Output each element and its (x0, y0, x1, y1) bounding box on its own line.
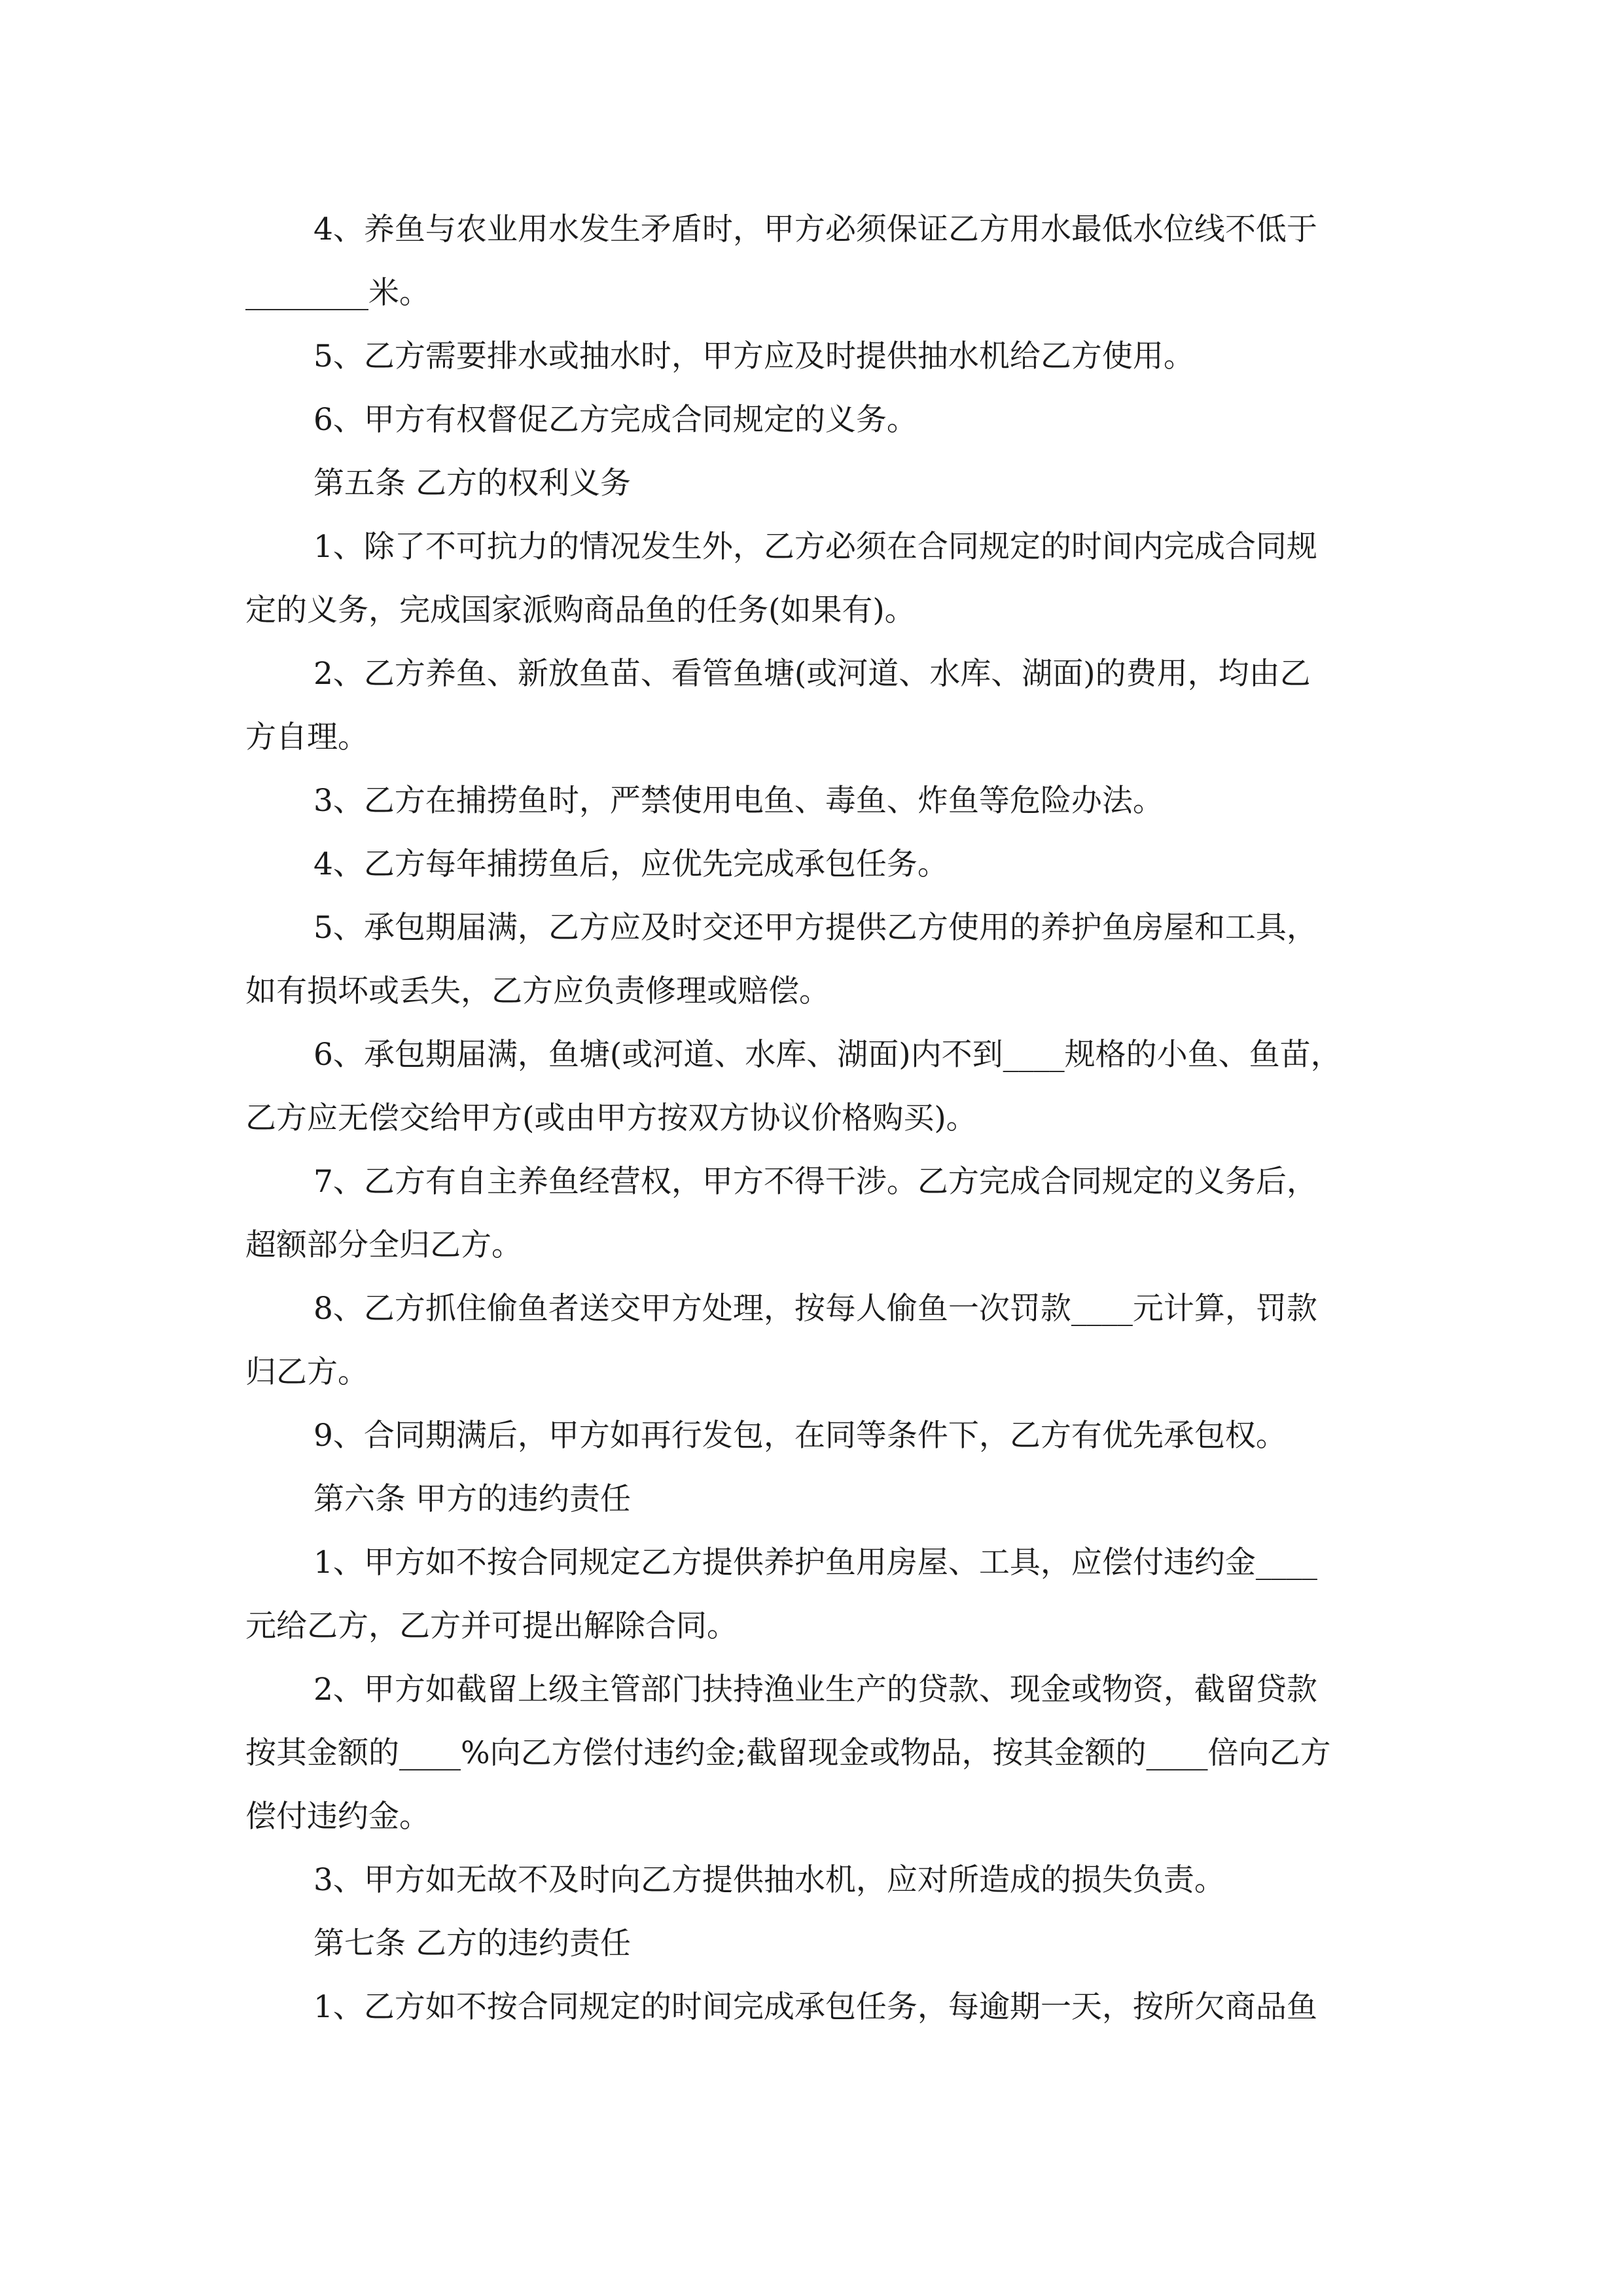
text-line: 6、承包期届满，鱼塘(或河道、水库、湖面)内不到____规格的小鱼、鱼苗， (313, 1037, 1342, 1073)
contract-body (245, 198, 1397, 2039)
text-line: 超额部分全归乙方。 (245, 1227, 522, 1263)
text-line: 5、承包期届满，乙方应及时交还甲方提供乙方使用的养护鱼房屋和工具， (313, 910, 1317, 946)
text-line: 元给乙方，乙方并可提出解除合同。 (245, 1608, 738, 1644)
text-line: 偿付违约金。 (245, 1799, 430, 1835)
text-line: 乙方应无偿交给甲方(或由甲方按双方协议价格购买)。 (245, 1100, 977, 1136)
text-line: 6、甲方有权督促乙方完成合同规定的义务。 (313, 402, 918, 438)
text-line: 5、乙方需要排水或抽水时，甲方应及时提供抽水机给乙方使用。 (313, 338, 1194, 374)
text-line: 1、甲方如不按合同规定乙方提供养护鱼用房屋、工具，应偿付违约金____ (313, 1545, 1317, 1581)
text-line: 方自理。 (245, 719, 368, 755)
text-line: 7、乙方有自主养鱼经营权，甲方不得干涉。乙方完成合同规定的义务后， (313, 1164, 1317, 1200)
text-line: 4、乙方每年捕捞鱼后，应优先完成承包任务。 (313, 846, 948, 882)
text-line: 1、除了不可抗力的情况发生外，乙方必须在合同规定的时间内完成合同规 (313, 529, 1317, 565)
text-line: 按其金额的____%向乙方偿付违约金;截留现金或物品，按其金额的____倍向乙方 (245, 1735, 1331, 1771)
text-line: 3、甲方如无故不及时向乙方提供抽水机，应对所造成的损失负责。 (313, 1862, 1225, 1898)
text-line: 第七条 乙方的违约责任 (313, 1926, 631, 1962)
text-line: 2、乙方养鱼、新放鱼苗、看管鱼塘(或河道、水库、湖面)的费用，均由乙 (313, 656, 1311, 692)
text-line: 归乙方。 (245, 1354, 368, 1390)
text-line: 8、乙方抓住偷鱼者送交甲方处理，按每人偷鱼一次罚款____元计算，罚款 (313, 1291, 1317, 1327)
text-line: 1、乙方如不按合同规定的时间完成承包任务，每逾期一天，按所欠商品鱼 (313, 1989, 1317, 2025)
text-line: 如有损坏或丢失，乙方应负责修理或赔偿。 (245, 973, 830, 1009)
text-line: ________米。 (245, 275, 430, 311)
text-line: 第五条 乙方的权利义务 (313, 465, 631, 501)
text-line: 9、合同期满后，甲方如再行发包，在同等条件下，乙方有优先承包权。 (313, 1418, 1287, 1454)
text-line: 3、乙方在捕捞鱼时，严禁使用电鱼、毒鱼、炸鱼等危险办法。 (313, 783, 1164, 819)
text-line: 4、养鱼与农业用水发生矛盾时，甲方必须保证乙方用水最低水位线不低于 (313, 211, 1317, 247)
text-line: 第六条 甲方的违约责任 (313, 1481, 631, 1517)
text-line: 定的义务，完成国家派购商品鱼的任务(如果有)。 (245, 592, 916, 628)
text-line: 2、甲方如截留上级主管部门扶持渔业生产的贷款、现金或物资，截留贷款 (313, 1672, 1317, 1708)
